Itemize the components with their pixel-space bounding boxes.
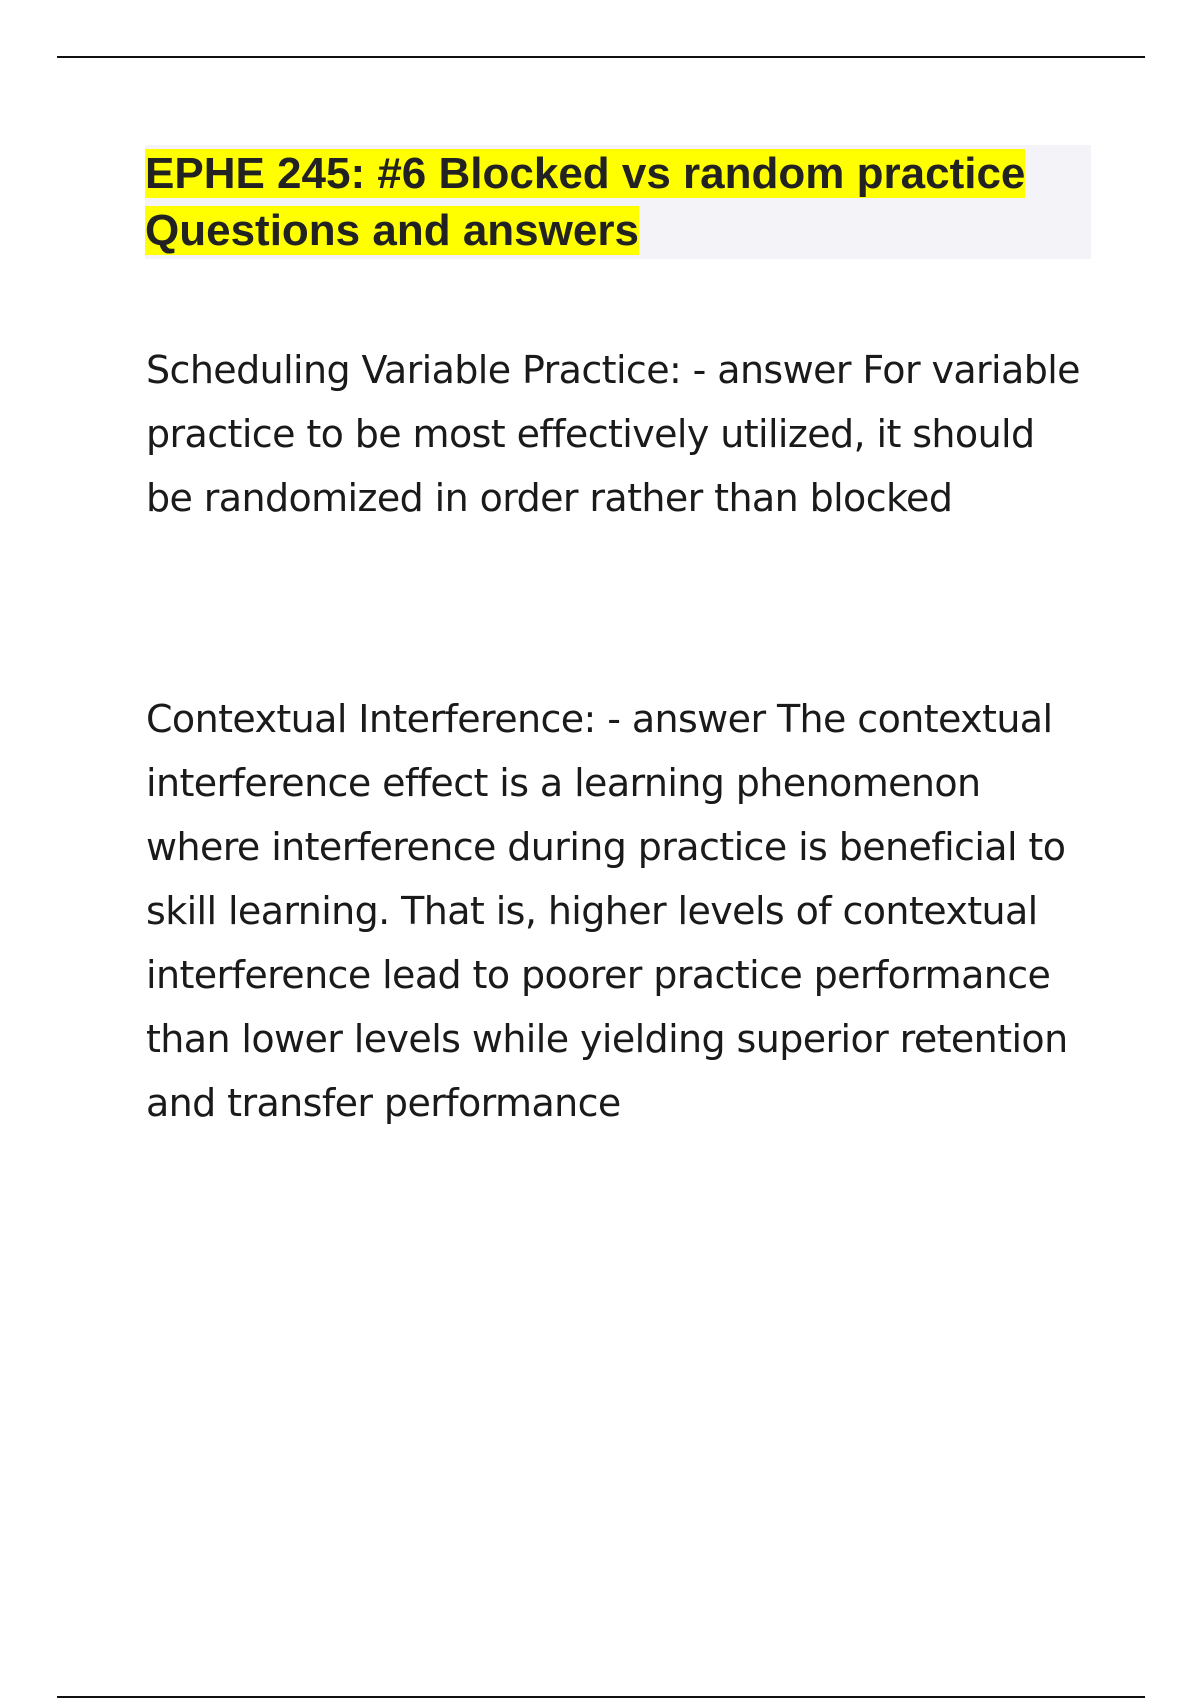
qa-entry-scheduling-variable-practice: Scheduling Variable Practice: - answer For variable practice to be most effectively utilized, it should be randomized in order rather than blocked <box>146 348 1080 520</box>
title-highlight: EPHE 245: #6 Blocked vs random practice Questions and answers <box>145 149 1026 255</box>
document-title <box>145 145 1091 259</box>
qa-entry-contextual-interference: Contextual Interference: - answer The contextual interference effect is a learning phenomenon where interference during practice is beneficial to skill learning. That is, higher levels of contextual interference lead to poorer practice performance than lower levels while yielding superior retention and transfer performance <box>146 697 1068 1125</box>
bottom-rule <box>57 1696 1145 1698</box>
top-rule <box>57 56 1145 58</box>
title-block <box>145 145 1091 259</box>
